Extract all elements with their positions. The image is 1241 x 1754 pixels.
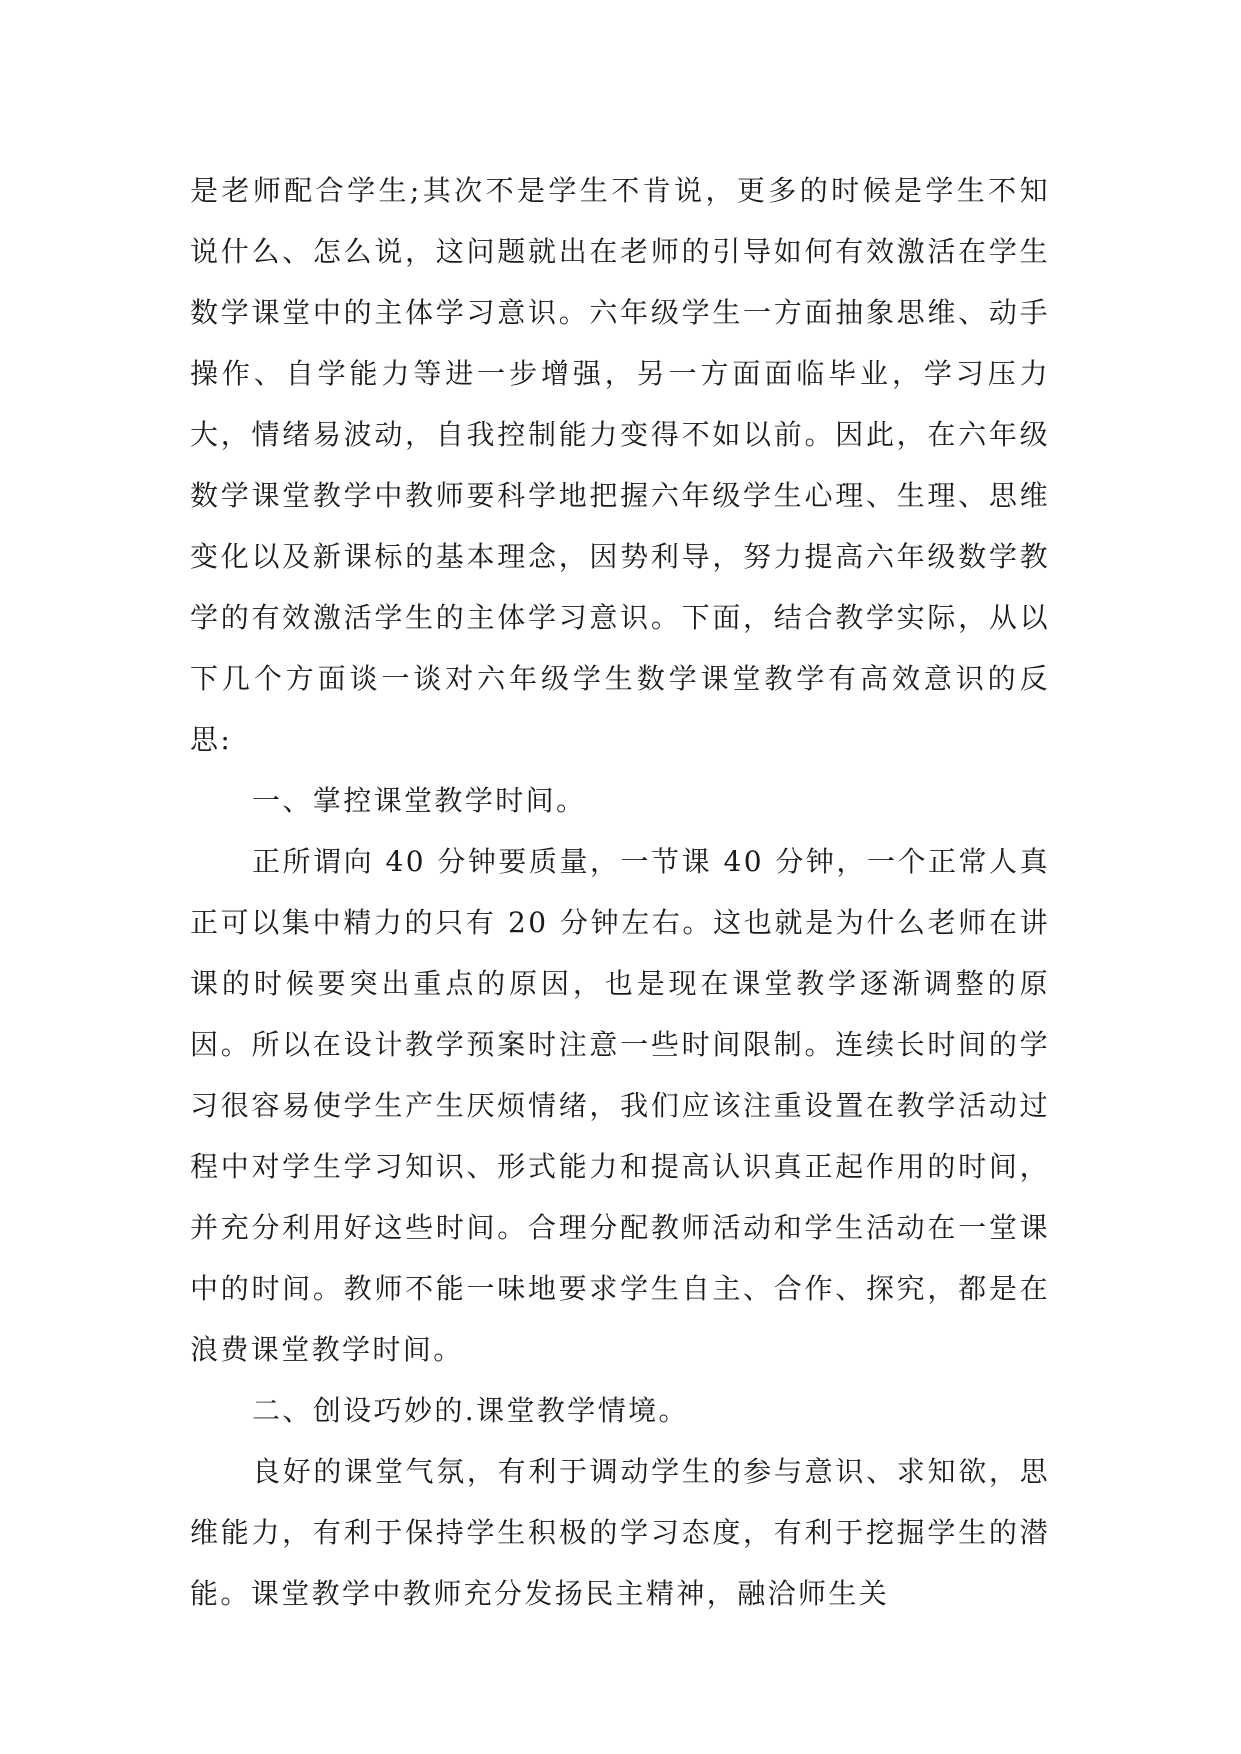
body-paragraph-time: 正所谓向 40 分钟要质量，一节课 40 分钟，一个正常人真正可以集中精力的只有 20 分钟左右。这也就是为什么老师在讲课的时候要突出重点的原因，也是现在课堂教学逐渐调整的原因。所以在设计教学预案时注意一些时间限制。连续长时间的学习很容易使学生产生厌烦情绪，我们应该注重设置在教学活动过程中对学生学习知识、形式能力和提高认识真正起作用的时间，并充分利用好这些时间。合理分配教师活动和学生活动在一堂课中的时间。教师不能一味地要求学生自主、合作、探究，都是在浪费课堂教学时间。: [190, 845, 1050, 1366]
section-heading-2: 二、创设巧妙的.课堂教学情境。: [252, 1394, 689, 1427]
document-body: [190, 160, 1050, 1624]
body-paragraph-atmosphere: 良好的课堂气氛，有利于调动学生的参与意识、求知欲，思维能力，有利于保持学生积极的学习态度，有利于挖掘学生的潜能。课堂教学中教师充分发扬民主精神，融洽师生关: [190, 1455, 1050, 1610]
body-paragraph-continued: 是老师配合学生;其次不是学生不肯说，更多的时候是学生不知说什么、怎么说，这问题就出在老师的引导如何有效激活在学生数学课堂中的主体学习意识。六年级学生一方面抽象思维、动手操作、自学能力等进一步增强，另一方面面临毕业，学习压力大，情绪易波动，自我控制能力变得不如以前。因此，在六年级数学课堂教学中教师要科学地把握六年级学生心理、生理、思维变化以及新课标的基本理念，因势利导，努力提高六年级数学教学的有效激活学生的主体学习意识。下面，结合教学实际，从以下几个方面谈一谈对六年级学生数学课堂教学有高效意识的反思:: [190, 174, 1050, 756]
section-heading-1: 一、掌控课堂教学时间。: [252, 784, 587, 817]
